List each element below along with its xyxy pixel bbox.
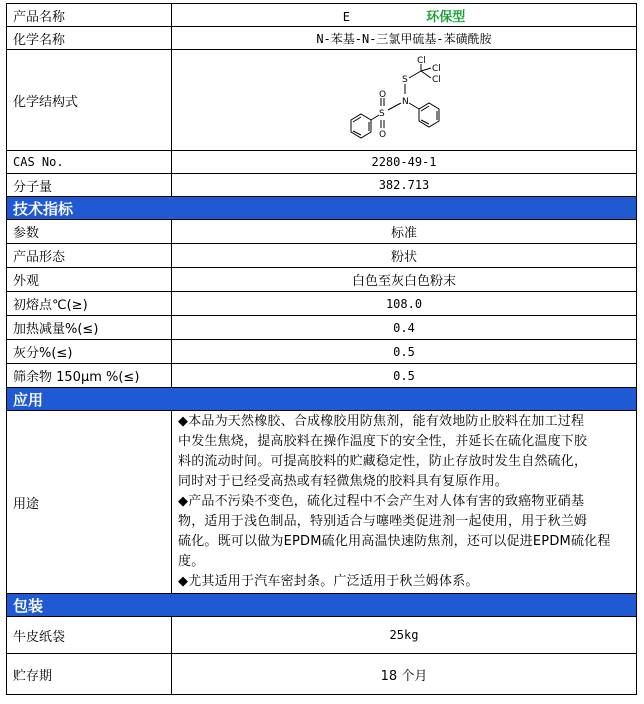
tech-row-value: 白色至灰白色粉末	[172, 268, 637, 292]
section-packaging	[7, 594, 637, 617]
structure-cell	[172, 50, 637, 151]
cas-value: 2280-49-1	[172, 151, 637, 174]
tech-row-value: 0.5	[172, 340, 637, 364]
tech-row	[7, 364, 637, 388]
tech-row-value: 0.4	[172, 316, 637, 340]
tech-row-label: 灰分%(≤)	[7, 340, 172, 364]
usage-line: ◆本品为天然橡胶、合成橡胶用防焦剂，能有效地防止胶料在加工过程	[178, 414, 585, 429]
section-application-title: 应用	[7, 388, 637, 411]
cas-label: CAS No.	[7, 151, 172, 174]
section-application	[7, 388, 637, 411]
tech-row-label: 初熔点℃(≥)	[7, 292, 172, 316]
atom-s-thio: S	[402, 75, 408, 85]
packaging-row-label: 贮存期	[7, 654, 172, 695]
section-tech-title: 技术指标	[7, 197, 637, 220]
packaging-row-value: 18 个月	[172, 654, 637, 695]
usage-line: 物，适用于浅色制品，特别适合与噻唑类促进剂一起使用，用于秋兰姆	[178, 514, 588, 529]
tech-row-value: 108.0	[172, 292, 637, 316]
usage-line: 度。	[178, 554, 205, 569]
tech-row-value: 标准	[172, 220, 637, 244]
packaging-row-label: 牛皮纸袋	[7, 617, 172, 654]
row-mw	[7, 174, 637, 197]
usage-line: ◆产品不污染不变色，硫化过程中不会产生对人体有害的致癌物亚硝基	[178, 494, 585, 509]
usage-line: ◆尤其适用于汽车密封条。广泛适用于秋兰姆体系。	[178, 574, 479, 589]
chem-name-value: N-苯基-N-三氯甲硫基-苯磺酰胺	[172, 27, 637, 50]
row-structure	[7, 50, 637, 151]
tech-row-value: 粉状	[172, 244, 637, 268]
usage-line: 硫化。既可以做为EPDM硫化用高温快速防焦剂，还可以促进EPDM硫化程	[178, 534, 611, 549]
packaging-row	[7, 617, 637, 654]
section-packaging-title: 包装	[7, 594, 637, 617]
atom-o-top: O	[379, 90, 387, 100]
usage-description	[172, 411, 637, 594]
tech-row-label: 外观	[7, 268, 172, 292]
usage-line: 料的流动时间。可提高胶料的贮藏稳定性，防止存放时发生自然硫化，	[178, 454, 588, 469]
tech-row	[7, 244, 637, 268]
tech-row	[7, 220, 637, 244]
tech-row-label: 产品形态	[7, 244, 172, 268]
packaging-row-value: 25kg	[172, 617, 637, 654]
eco-label: 环保型	[426, 9, 466, 25]
atom-cl-1: Cl	[417, 56, 426, 66]
row-usage	[7, 411, 637, 594]
tech-row	[7, 340, 637, 364]
usage-label: 用途	[7, 411, 172, 594]
row-chem-name	[7, 27, 637, 50]
product-name-value	[172, 4, 637, 27]
tech-row-value: 0.5	[172, 364, 637, 388]
atom-cl-3: Cl	[432, 75, 441, 85]
usage-line: 同时对于已经受高热或有轻微焦烧的胶料具有复原作用。	[178, 474, 509, 489]
row-product-name	[7, 4, 637, 27]
mw-value: 382.713	[172, 174, 637, 197]
chemical-structure-diagram	[339, 54, 469, 146]
section-tech	[7, 197, 637, 220]
tech-row-label: 参数	[7, 220, 172, 244]
product-spec-table	[6, 3, 637, 695]
structure-label: 化学结构式	[7, 50, 172, 151]
tech-row	[7, 268, 637, 292]
atom-cl-2: Cl	[432, 64, 441, 74]
product-name-label: 产品名称	[7, 4, 172, 27]
tech-row	[7, 292, 637, 316]
packaging-row	[7, 654, 637, 695]
tech-row-label: 加热减量%(≤)	[7, 316, 172, 340]
atom-o-bottom: O	[379, 130, 387, 140]
mw-label: 分子量	[7, 174, 172, 197]
tech-row-label: 筛余物 150μm %(≤)	[7, 364, 172, 388]
atom-s-sulfonyl: S	[379, 109, 385, 119]
atom-n: N	[402, 97, 409, 107]
usage-line: 中发生焦烧，提高胶料在操作温度下的安全性，并延长在硫化温度下胶	[178, 434, 588, 449]
product-code: E	[342, 9, 350, 24]
row-cas	[7, 151, 637, 174]
tech-row	[7, 316, 637, 340]
chem-name-label: 化学名称	[7, 27, 172, 50]
